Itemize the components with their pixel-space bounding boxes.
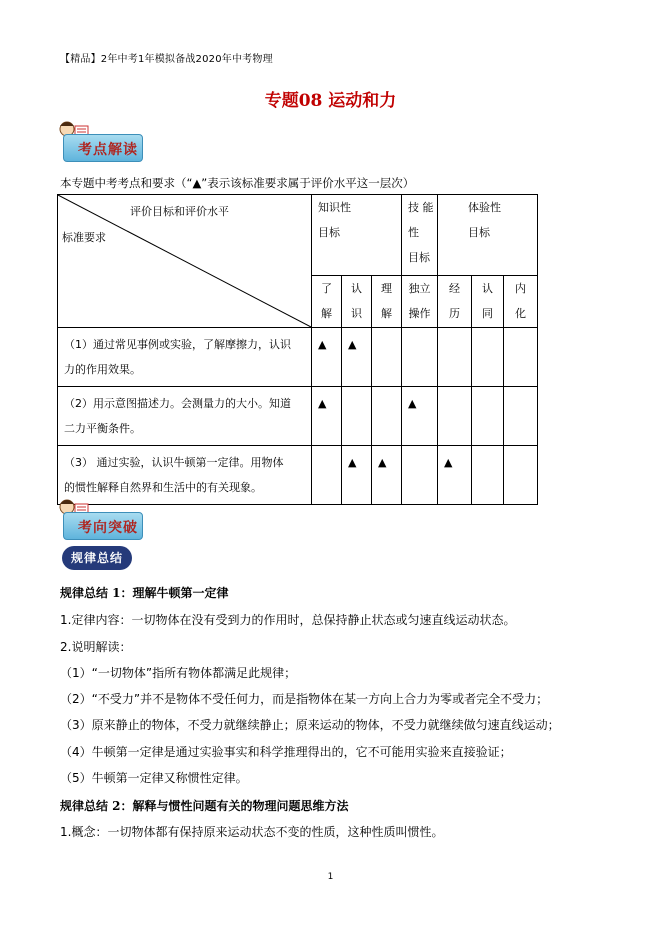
list-item: （2）“不受力”并不是物体不受任何力，而是指物体在某一方向上合力为零或者完全不受力； [60, 692, 549, 706]
paragraph: 1.概念：一切物体都有保持原来运动状态不变的性质，这种性质叫惯性。 [60, 825, 444, 839]
table-caption: 本专题中考考点和要求（“▲”表示该标准要求属于评价水平这一层次） [60, 176, 415, 190]
table-row: （3） 通过实验，认识牛顿第一定律。用物体 的惯性解释自然界和生活中的有关现象。 ▲ ▲ ▲ [58, 446, 538, 505]
subheader-cell: 了 解 [312, 276, 342, 328]
section-badge-kaodian [57, 118, 143, 166]
subheader-cell: 认 识 [342, 276, 372, 328]
paragraph: 1.定律内容：一切物体在没有受到力的作用时，总保持静止状态或匀速直线运动状态。 [60, 613, 516, 627]
section-badge-label: 考点解读 [78, 142, 138, 158]
rule-heading-1: 规律总结 1：理解牛顿第一定律 [60, 586, 229, 600]
mark-cell: ▲ [438, 446, 472, 505]
mark-cell [438, 387, 472, 446]
mark-cell [472, 387, 504, 446]
mark-cell [342, 387, 372, 446]
list-item: （1）“一切物体”指所有物体都满足此规律； [60, 666, 297, 680]
mark-cell [372, 387, 402, 446]
table-corner-cell [58, 195, 312, 328]
subheader-cell: 经 历 [438, 276, 472, 328]
subheader-cell: 理 解 [372, 276, 402, 328]
subheader-cell: 独立 操作 [402, 276, 438, 328]
group-experience: 体验性 目标 [438, 195, 538, 276]
mark-cell [372, 328, 402, 387]
section-badge-kaoxiang [57, 496, 143, 544]
rule-summary-badge: 规律总结 [62, 546, 132, 570]
subheader-cell: 内 化 [504, 276, 538, 328]
mark-cell [402, 328, 438, 387]
mark-cell: ▲ [312, 328, 342, 387]
table-row: （1）通过常见事例或实验，了解摩擦力，认识 力的作用效果。 ▲ ▲ [58, 328, 538, 387]
table-row: （2）用示意图描述力。会测量力的大小。知道 二力平衡条件。 ▲ ▲ [58, 387, 538, 446]
group-knowledge: 知识性 目标 [312, 195, 402, 276]
running-header: 【精品】2年中考1年模拟备战2020年中考物理 [60, 54, 273, 65]
mark-cell [402, 446, 438, 505]
subheader-cell: 认 同 [472, 276, 504, 328]
mark-cell: ▲ [402, 387, 438, 446]
mark-cell [504, 387, 538, 446]
page-title: 专题08 运动和力 [264, 91, 397, 111]
section-badge-label: 考向突破 [78, 520, 138, 536]
mark-cell: ▲ [342, 328, 372, 387]
rule-heading-2: 规律总结 2：解释与惯性问题有关的物理问题思维方法 [60, 799, 349, 813]
mark-cell [472, 328, 504, 387]
page-number: 1 [327, 872, 334, 882]
mark-cell: ▲ [372, 446, 402, 505]
mark-cell [438, 328, 472, 387]
corner-top-label: 评价目标和评价水平 [130, 205, 229, 218]
list-item: （3）原来静止的物体，不受力就继续静止；原来运动的物体，不受力就继续做匀速直线运动； [60, 718, 560, 732]
paragraph: 2.说明解读： [60, 640, 132, 654]
mark-cell: ▲ [342, 446, 372, 505]
mark-cell [472, 446, 504, 505]
mark-cell [504, 328, 538, 387]
mark-cell [504, 446, 538, 505]
mark-cell: ▲ [312, 387, 342, 446]
corner-bottom-label: 标准要求 [62, 231, 106, 244]
list-item: （4）牛顿第一定律是通过实验事实和科学推理得出的，它不可能用实验来直接验证； [60, 745, 512, 759]
list-item: （5）牛顿第一定律又称惯性定律。 [60, 771, 248, 785]
requirements-table [57, 194, 538, 505]
group-skill: 技 能 性 目标 [402, 195, 438, 276]
mark-cell [312, 446, 342, 505]
